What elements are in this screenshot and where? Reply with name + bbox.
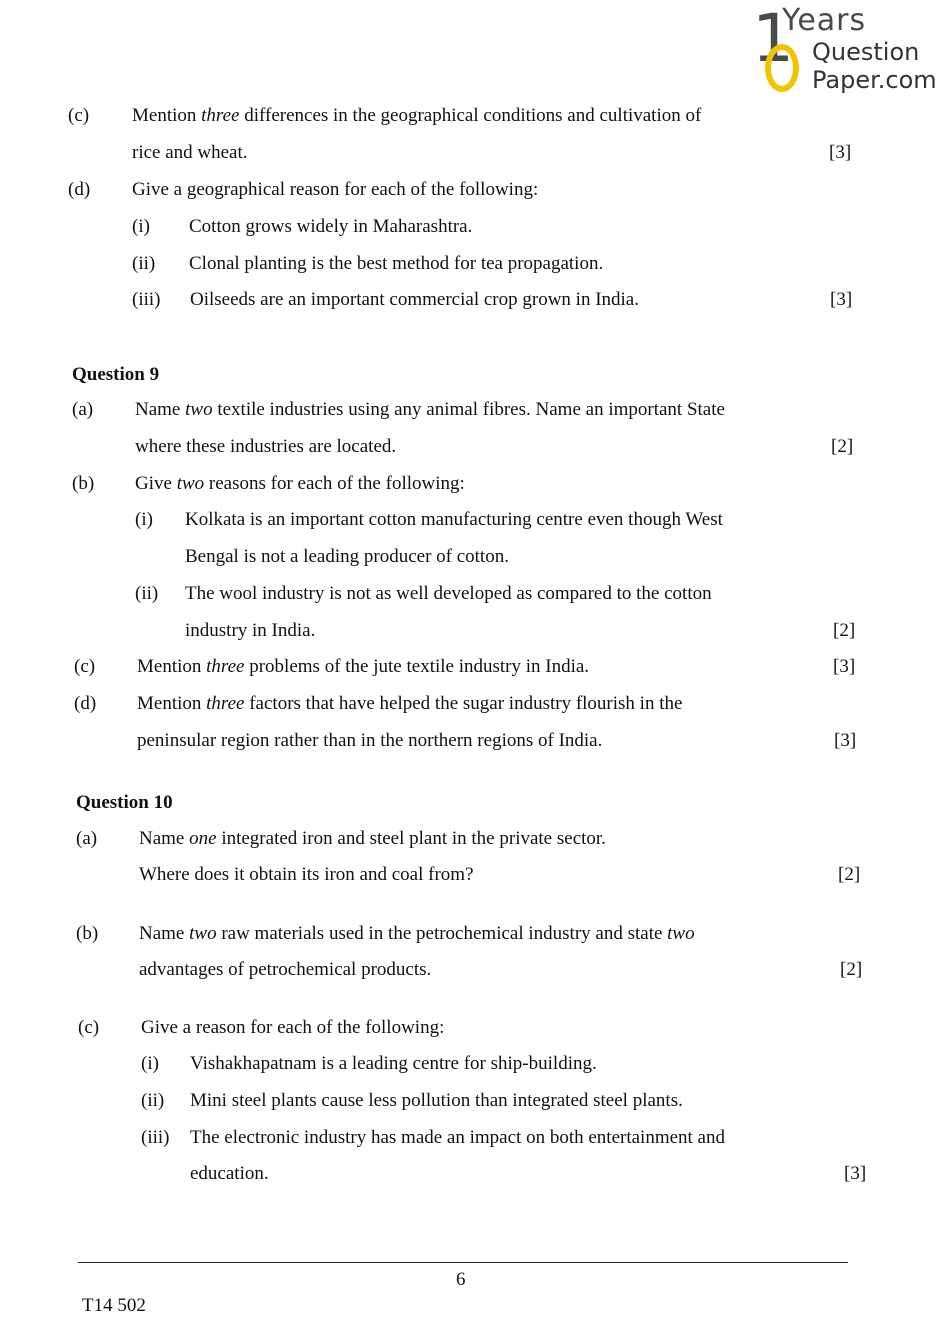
q10c-i-num: (i): [141, 1053, 159, 1074]
q9b-i-num: (i): [135, 509, 153, 530]
q9c-text: Mention three problems of the jute textile industry in India.: [137, 656, 590, 677]
q8d-ii-text: Clonal planting is the best method for tea propagation.: [189, 253, 604, 274]
footer-divider: [78, 1262, 848, 1263]
q8d-i-num: (i): [132, 216, 150, 237]
q10c-i-text: Vishakhapatnam is a leading centre for ship-building.: [190, 1053, 597, 1074]
q9b-label: (b): [72, 473, 95, 494]
q8d-label: (d): [68, 179, 91, 200]
logo-years-text: Years: [782, 3, 867, 38]
q8c-marks: [3]: [829, 142, 852, 163]
q8d-i-text: Cotton grows widely in Maharashtra.: [189, 216, 473, 237]
q9a-text-line2: where these industries are located.: [135, 436, 397, 457]
q10c-ii-num: (ii): [141, 1090, 165, 1111]
q10-heading: Question 10: [76, 792, 173, 813]
paper-code: T14 502: [82, 1295, 146, 1316]
logo-zero-ring: [765, 44, 799, 92]
logo-digit-one: 1: [752, 0, 794, 77]
q8d-text: Give a geographical reason for each of the following:: [132, 179, 539, 200]
q10c-text: Give a reason for each of the following:: [141, 1017, 445, 1038]
q9-heading: Question 9: [72, 364, 160, 385]
q10a-marks: [2]: [838, 864, 861, 885]
q10b-marks: [2]: [840, 959, 863, 980]
q9b-ii-text: The wool industry is not as well developed as compared to the cotton: [185, 583, 712, 604]
q8d-marks: [3]: [830, 289, 853, 310]
q10c-iii-text: The electronic industry has made an impact on both entertainment and: [190, 1127, 725, 1148]
q8c-text: Mention three differences in the geographical conditions and cultivation of: [132, 105, 702, 126]
q8d-iii-text: Oilseeds are an important commercial crop grown in India.: [190, 289, 639, 310]
q9d-text: Mention three factors that have helped the sugar industry flourish in the: [137, 693, 683, 714]
q10b-text-line2: advantages of petrochemical products.: [139, 959, 432, 980]
q10c-label: (c): [78, 1017, 100, 1038]
q10c-marks: [3]: [844, 1163, 867, 1184]
q9b-i-text: Kolkata is an important cotton manufacturing centre even though West: [185, 509, 723, 530]
q9a-label: (a): [72, 399, 94, 420]
page-number: 6: [456, 1269, 466, 1290]
q10a-text: Name one integrated iron and steel plant in the private sector.: [139, 828, 606, 849]
q9c-label: (c): [74, 656, 96, 677]
q10b-text: Name two raw materials used in the petrochemical industry and state two: [139, 923, 695, 944]
q10b-label: (b): [76, 923, 99, 944]
q9d-text-line2: peninsular region rather than in the northern regions of India.: [137, 730, 603, 751]
q9c-marks: [3]: [833, 656, 856, 677]
q8d-ii-num: (ii): [132, 253, 156, 274]
q9a-marks: [2]: [831, 436, 854, 457]
q10a-label: (a): [76, 828, 98, 849]
q10a-text-line2: Where does it obtain its iron and coal from?: [139, 864, 474, 885]
q10c-iii-text-line2: education.: [190, 1163, 269, 1184]
q9d-label: (d): [74, 693, 97, 714]
q10c-ii-text: Mini steel plants cause less pollution than integrated steel plants.: [190, 1090, 683, 1111]
q9b-ii-num: (ii): [135, 583, 159, 604]
q10c-iii-num: (iii): [141, 1127, 170, 1148]
site-logo: [752, 0, 944, 100]
q9b-text: Give two reasons for each of the following:: [135, 473, 465, 494]
q9b-i-text-line2: Bengal is not a leading producer of cotton.: [185, 546, 509, 567]
q8c-label: (c): [68, 105, 90, 126]
q9b-marks: [2]: [833, 620, 856, 641]
q9a-text: Name two textile industries using any animal fibres. Name an important State: [135, 399, 725, 420]
q9b-ii-text-line2: industry in India.: [185, 620, 316, 641]
logo-paper-text: Paper.com: [812, 66, 937, 94]
q8c-text-line2: rice and wheat.: [132, 142, 248, 163]
q9d-marks: [3]: [834, 730, 857, 751]
q8d-iii-num: (iii): [132, 289, 161, 310]
logo-question-text: Question: [812, 38, 920, 66]
